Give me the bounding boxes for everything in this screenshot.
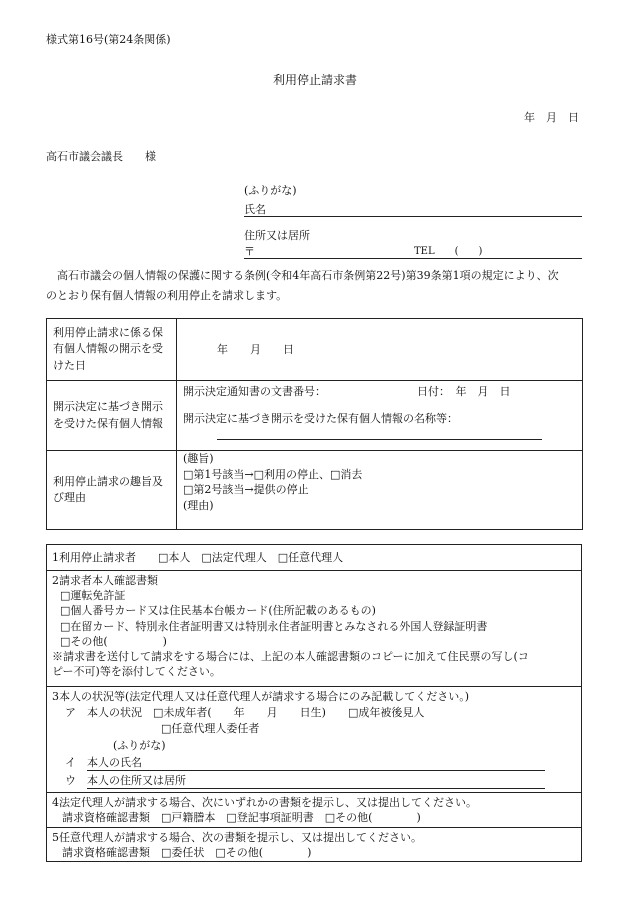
identity-documents-title: 2請求者本人確認書類 bbox=[52, 574, 158, 587]
disclosure-notice-date[interactable]: 日付： 年 月 日 bbox=[417, 385, 511, 398]
identity-option-residence-card[interactable]: □在留カード、特別永住者証明書又は特別永住者証明書とみなされる外国人登録証明書 bbox=[60, 619, 488, 633]
document-number-field[interactable]: 開示決定通知書の文書番号： bbox=[183, 385, 326, 398]
voluntary-agent-title: 5任意代理人が請求する場合、次の書類を提示し、又は提出してください。 bbox=[52, 831, 422, 844]
table-row bbox=[47, 319, 583, 381]
addressee: 高石市議会議長 様 bbox=[46, 150, 156, 163]
purpose-reason-cell bbox=[177, 451, 583, 530]
purpose-heading: (趣旨) bbox=[183, 452, 214, 465]
disclosure-date-field[interactable]: 年 月 日 bbox=[177, 319, 583, 381]
principal-address-line[interactable] bbox=[87, 788, 545, 789]
intro-line-2: のとおり保有個人情報の利用停止を請求します。 bbox=[46, 289, 288, 302]
principal-address-label: ウ 本人の住所又は居所 bbox=[65, 774, 186, 787]
purpose-reason-label: 利用停止請求の趣旨及び理由 bbox=[47, 451, 177, 530]
disclosed-info-name-line bbox=[217, 439, 542, 440]
principal-name-label: イ 本人の氏名 bbox=[65, 756, 142, 769]
legal-agent-title: 4法定代理人が請求する場合、次にいずれかの書類を提示し、又は提出してください。 bbox=[52, 796, 477, 809]
requester-name-line[interactable] bbox=[244, 216, 582, 217]
purpose-option-2[interactable]: □第2号該当→提供の停止 bbox=[183, 483, 309, 497]
principal-name-line[interactable] bbox=[87, 770, 545, 771]
requester-furigana: (ふりがな) bbox=[244, 184, 297, 197]
principal-furigana: (ふりがな) bbox=[113, 739, 166, 752]
principal-status-options[interactable]: ア 本人の状況 □未成年者( 年 月 日生) □成年被後見人 bbox=[65, 706, 425, 719]
identity-option-license[interactable]: □運転免許証 bbox=[60, 589, 126, 603]
purpose-option-1[interactable]: □第1号該当→□利用の停止、□消去 bbox=[183, 467, 363, 481]
disclosed-info-name-field[interactable]: 開示決定に基づき開示を受けた保有個人情報の名称等： bbox=[183, 412, 458, 425]
request-details-table bbox=[46, 318, 583, 530]
reason-heading: (理由) bbox=[183, 498, 214, 512]
postal-mark: 〒 bbox=[244, 245, 255, 258]
document-title: 利用停止請求書 bbox=[272, 73, 357, 87]
tel-label: TEL ( ) bbox=[414, 246, 483, 257]
table-row bbox=[47, 451, 583, 530]
section-requester-type bbox=[47, 545, 581, 571]
requester-address-label: 住所又は居所 bbox=[244, 229, 310, 242]
table-row bbox=[47, 381, 583, 451]
identity-option-other[interactable]: □その他( ) bbox=[60, 634, 167, 648]
voluntary-agent-documents[interactable]: 請求資格確認書類 □委任状 □その他( ) bbox=[62, 846, 312, 860]
legal-agent-documents[interactable]: 請求資格確認書類 □戸籍謄本 □登記事項証明書 □その他( ) bbox=[62, 811, 421, 825]
disclosed-info-cell bbox=[177, 381, 583, 451]
identity-note-line-1: ※請求書を送付して請求をする場合には、上記の本人確認書類のコピーに加えて住民票の写し(コ bbox=[52, 649, 529, 663]
disclosure-date-label: 利用停止請求に係る保有個人情報の開示を受けた日 bbox=[47, 319, 177, 381]
identity-option-mynumber[interactable]: □個人番号カード又は住民基本台帳カード(住所記載のあるもの) bbox=[60, 604, 376, 618]
principal-status-title: 3本人の状況等(法定代理人又は任意代理人が請求する場合にのみ記載してください。) bbox=[52, 690, 470, 703]
section-legal-agent bbox=[47, 793, 581, 828]
section-principal-status bbox=[47, 687, 581, 793]
identity-note-line-2: ピー不可)等を添付してください。 bbox=[52, 665, 221, 679]
section-identity-documents bbox=[47, 571, 581, 687]
principal-status-delegator[interactable]: □任意代理人委任者 bbox=[161, 722, 260, 735]
section-voluntary-agent bbox=[47, 828, 581, 861]
requester-info-box bbox=[46, 544, 582, 862]
disclosed-info-label: 開示決定に基づき開示を受けた保有個人情報 bbox=[47, 381, 177, 451]
date-line: 年 月 日 bbox=[524, 111, 579, 124]
requester-name-label: 氏名 bbox=[244, 203, 266, 216]
requester-address-line[interactable] bbox=[244, 258, 582, 259]
form-number: 様式第16号(第24条関係) bbox=[46, 33, 171, 46]
intro-line-1: 高石市議会の個人情報の保護に関する条例(令和4年高石市条例第22号)第39条第1項の規定により、次 bbox=[46, 269, 559, 282]
requester-type-options[interactable]: 1利用停止請求者 □本人 □法定代理人 □任意代理人 bbox=[52, 551, 344, 564]
